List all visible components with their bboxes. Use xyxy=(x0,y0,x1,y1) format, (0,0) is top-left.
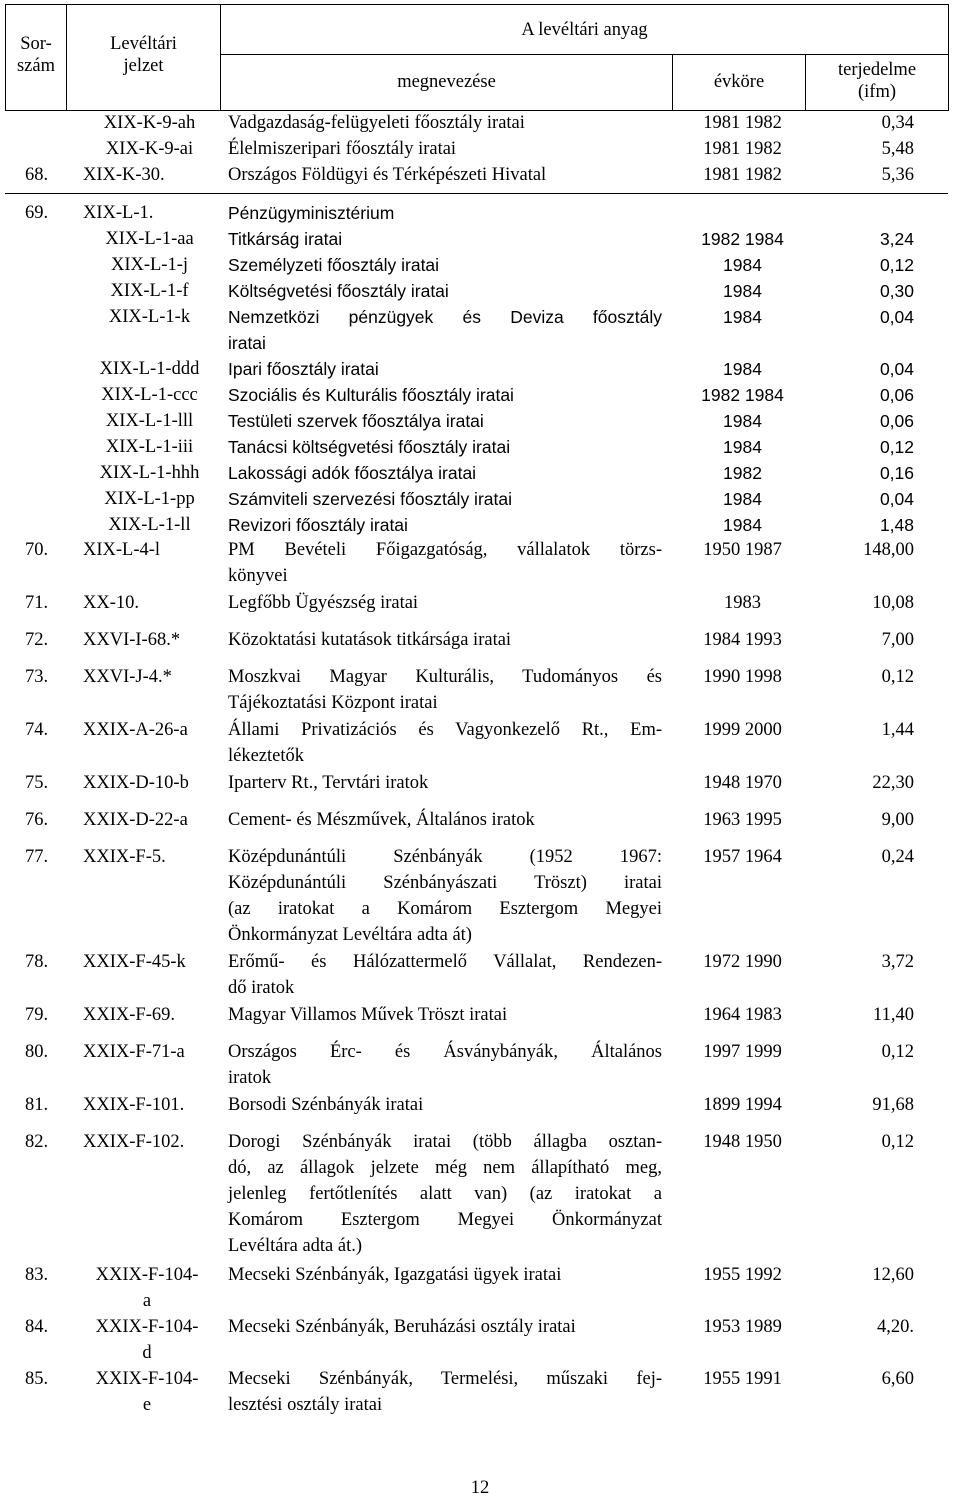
row-code: XIX-L-1-ccc xyxy=(101,385,198,405)
row-number: 82. xyxy=(25,1132,49,1152)
row-name-line: Komárom Esztergom Megyei Önkormányzat xyxy=(228,1210,662,1230)
row-years: 1948 1950 xyxy=(703,1132,782,1152)
row-size: 9,00 xyxy=(881,810,914,830)
row-name: Lakossági adók főosztálya iratai xyxy=(228,463,477,483)
row-size: 0,12 xyxy=(879,437,914,457)
row-code: XIX-L-1-pp xyxy=(104,489,195,509)
row-name-line: lesztési osztály iratai xyxy=(228,1395,383,1415)
row-number: 77. xyxy=(25,847,49,867)
row-size: 0,04 xyxy=(879,489,914,509)
row-years: 1984 xyxy=(723,515,762,535)
row-size: 0,30 xyxy=(879,281,914,301)
row-years: 1957 1964 xyxy=(703,847,782,867)
row-name-line: Mecseki Szénbányák, Igazgatási ügyek iratai xyxy=(228,1265,562,1285)
row-name-line: PM Bevételi Főigazgatóság, vállalatok törzs- xyxy=(228,540,662,560)
row-code-line: XXIX-F-104- xyxy=(95,1317,199,1337)
header-col-size: terjedelme (ifm) xyxy=(806,55,949,111)
row-size: 0,04 xyxy=(879,359,914,379)
row-years: 1984 xyxy=(723,281,762,301)
row-name xyxy=(228,1129,662,1259)
row-name xyxy=(228,1039,662,1091)
row-number: 70. xyxy=(25,540,49,560)
row-name: Ipari főosztály iratai xyxy=(228,359,379,379)
row-size: 10,08 xyxy=(872,593,914,613)
row-years: 1984 xyxy=(723,411,762,431)
row-name xyxy=(228,664,662,716)
row-name-line: Levéltára adta át.) xyxy=(228,1236,363,1256)
row-number: 81. xyxy=(25,1095,49,1115)
row-years: 1963 1995 xyxy=(703,810,782,830)
row-size: 148,00 xyxy=(863,540,914,560)
row-years: 1982 xyxy=(723,463,762,483)
row-code: XIX-L-1-aa xyxy=(105,229,194,249)
row-code: XIX-L-1-f xyxy=(110,281,189,301)
row-name xyxy=(228,304,662,356)
row-years: 1999 2000 xyxy=(703,720,782,740)
row-years: 1984 xyxy=(723,359,762,379)
row-years: 1984 1993 xyxy=(703,630,782,650)
header-col-group: A levéltári anyag xyxy=(221,5,949,55)
row-number: 76. xyxy=(25,810,49,830)
row-name: Revizori főosztály iratai xyxy=(228,515,408,535)
row-code: XXIX-A-26-a xyxy=(83,720,188,740)
row-size: 6,60 xyxy=(881,1369,914,1389)
row-number: 78. xyxy=(25,952,49,972)
row-code: XXIX-F-45-k xyxy=(83,952,186,972)
row-name xyxy=(228,1092,662,1118)
row-name: Testületi szervek főosztálya iratai xyxy=(228,411,484,431)
row-years: 1955 1992 xyxy=(703,1265,782,1285)
row-name xyxy=(228,1002,662,1028)
header-col-years: évköre xyxy=(673,55,806,111)
header-col-code: Levéltári jelzet xyxy=(67,5,221,111)
row-size: 12,60 xyxy=(872,1265,914,1285)
row-size: 0,06 xyxy=(879,411,914,431)
row-size: 0,12 xyxy=(881,1132,914,1152)
row-years: 1984 xyxy=(723,437,762,457)
row-years: 1964 1983 xyxy=(703,1005,782,1025)
row-code-line: e xyxy=(142,1395,152,1415)
page-number: 12 xyxy=(470,1478,490,1498)
row-name-line: jelenleg fertőtlenítés alatt van) (az iratokat a xyxy=(228,1184,662,1204)
row-name-line: Moszkvai Magyar Kulturális, Tudományos és xyxy=(228,667,662,687)
row-code: XXIX-D-10-b xyxy=(83,773,189,793)
row-name-line: Országos Érc- és Ásványbányák, Általános xyxy=(228,1042,662,1062)
row-size: 0,24 xyxy=(881,847,914,867)
row-number: 80. xyxy=(25,1042,49,1062)
row-code: XXIX-F-101. xyxy=(83,1095,185,1115)
row-size: 0,04 xyxy=(879,307,914,327)
row-name-line: Közoktatási kutatások titkársága iratai xyxy=(228,630,512,650)
row-code: XX-10. xyxy=(83,593,140,613)
row-years: 1899 1994 xyxy=(703,1095,782,1115)
row-code: XIX-L-4-l xyxy=(83,540,161,560)
row-years: 1997 1999 xyxy=(703,1042,782,1062)
row-years: 1982 1984 xyxy=(701,229,784,249)
row-size: 1,48 xyxy=(879,515,914,535)
row-size: 1,44 xyxy=(881,720,914,740)
row-years: 1984 xyxy=(723,307,762,327)
row-name-line: Mecseki Szénbányák, Termelési, műszaki fej- xyxy=(228,1369,662,1389)
row-years: 1948 1970 xyxy=(703,773,782,793)
row-name: Személyzeti főosztály iratai xyxy=(228,255,440,275)
row-number: 74. xyxy=(25,720,49,740)
row-size: 0,12 xyxy=(881,667,914,687)
row-code: XIX-L-1-k xyxy=(108,307,191,327)
row-years: 1955 1991 xyxy=(703,1369,782,1389)
row-number: 73. xyxy=(25,667,49,687)
row-years: 1984 xyxy=(723,255,762,275)
row-code-line: XXIX-F-104- xyxy=(95,1369,199,1389)
row-size: 11,40 xyxy=(873,1005,914,1025)
row-code: XIX-L-1-ddd xyxy=(99,359,200,379)
row-size: 3,72 xyxy=(881,952,914,972)
row-code: XXIX-F-69. xyxy=(83,1005,175,1025)
row-name-line: Önkormányzat Levéltára adta át) xyxy=(228,925,472,945)
row-years: 1983 xyxy=(724,593,761,613)
row-name-line: Cement- és Mészművek, Általános iratok xyxy=(228,810,535,830)
row-code: XXVI-J-4.* xyxy=(83,667,172,687)
row-name-line: dó, az állagok jelzete még nem állapítható meg, xyxy=(228,1158,662,1178)
row-code: XIX-L-1-lll xyxy=(105,411,194,431)
row-name-line: (az iratokat a Komárom Esztergom Megyei xyxy=(228,899,662,919)
row-years: 1982 1984 xyxy=(701,385,784,405)
row-name xyxy=(228,1314,662,1340)
row-name xyxy=(228,807,662,833)
row-number: 85. xyxy=(25,1369,49,1389)
row-name-line: Magyar Villamos Művek Tröszt iratai xyxy=(228,1005,508,1025)
row-name-line: lékeztetők xyxy=(228,746,305,766)
row-number: 83. xyxy=(25,1265,49,1285)
row-name-line: Dorogi Szénbányák iratai (több állagba osztan- xyxy=(228,1132,662,1152)
row-code: XXVI-I-68.* xyxy=(83,630,181,650)
row-size: 4,20. xyxy=(877,1317,914,1337)
row-size: 0,16 xyxy=(879,463,914,483)
row-name-line: Borsodi Szénbányák iratai xyxy=(228,1095,424,1115)
row-years: 1984 xyxy=(723,489,762,509)
row-size: 7,00 xyxy=(881,630,914,650)
row-code xyxy=(83,1314,211,1366)
row-size: 0,06 xyxy=(879,385,914,405)
row-number: 72. xyxy=(25,630,49,650)
row-name: Számviteli szervezési főosztály iratai xyxy=(228,489,512,509)
row-size: 0,12 xyxy=(881,1042,914,1062)
row-code-line: XXIX-F-104- xyxy=(95,1265,199,1285)
row-size: 3,24 xyxy=(879,229,914,249)
row-code-line: d xyxy=(142,1343,152,1363)
row-name-line: Nemzetközi pénzügyek és Deviza főosztály xyxy=(228,307,662,327)
row-name xyxy=(228,627,662,653)
row-name xyxy=(228,537,662,589)
row-code xyxy=(83,1262,211,1314)
row-name-line: Iparterv Rt., Tervtári iratok xyxy=(228,773,429,793)
row-years: 1972 1990 xyxy=(703,952,782,972)
document-page: Sor- szám Levéltári jelzet A levéltári anyag megnevezése évköre terjedelme (ifm) XIX-K-9-ah Vadgazdaság-felügyeleti főosztály iratai 1981 1982 0,34 XIX-K-9-ai Élelmiszeripari főosztály iratai 1981 1982 5,48 68. XIX-K-30. Országos Földügyi és Térképészeti Hivatal 1981 1982 5,36 69. XIX-L-1. Pénzügyminisztérium XIX-L-1-aa Titkárság iratai 1982 1984 3,24 XIX-L-1-j Személyzeti főosztály iratai 1984 0,12 XIX-L-1-f Költségvetési főosztály iratai 1984 0,30 XIX-L-1-k Nemzetközi pénzügyek és Deviza főosztály iratai 1984 0,04 XIX-L-1-ddd Ipari főosztály iratai 1984 0,04 XIX-L-1-ccc Szociális és Kulturális főosztály iratai 1982 1984 0,06 XIX-L-1-lll Testületi szervek főosztálya iratai 1984 0,06 XIX-L-1-iii Tanácsi költségvetési főosztály iratai 1984 0,12 XIX-L-1-hhh Lakossági adók főosztálya iratai 1982 0,16 XIX-L-1-pp Számviteli szervezési főosztály iratai 1984 0,04 XIX-L-1-ll Revizori főosztály iratai 1984 1,48 70. XIX-L-4-l PM Bevételi Főigazgatóság, vállalatok törzs- könyvei 1950 1987 148,00 71. XX-10. Legfőbb Ügyészség iratai 1983 10,08 72. XXVI-I-68.* Közoktatási kutatások titkársága iratai 1984 1993 7,00 73. XXVI-J-4.* Moszkvai Magyar Kulturális, Tudományos és Tájékoztatási Központ iratai 1990 1998 0,12 74. XXIX-A-26-a Állami Privatizációs és Vagyonkezelő Rt., Em- lékeztetők 1999 2000 1,44 75. XXIX-D-10-b Iparterv Rt., Tervtári iratok 1948 1970 22,30 76. XXIX-D-22-a Cement- és Mészművek, Általános iratok 1963 1995 9,00 77. XXIX-F-5. Középdunántúli Szénbányák (1952 1967: Középdunántúli Szénbányászati Tröszt) iratai (az iratokat a Komárom Esztergom Megyei Önkormányzat Levéltára adta át) 1957 1964 0,24 78. XXIX-F-45-k Erőmű- és Hálózattermelő Vállalat, Rendezen- dő iratok 1972 1990 3,72 79. XXIX-F-69. Magyar Villamos Művek Tröszt iratai 1964 1983 11,40 80. XXIX-F-71-a Országos Érc- és Ásványbányák, Általános iratok 1997 1999 0,12 81. XXIX-F-101. Borsodi Szénbányák iratai 1899 1994 91,68 82. XXIX-F-102. Dorogi Szénbányák iratai (több állagba osztan- dó, az állagok jelzete még nem állapítható meg, jelenleg fertőtlenítés alatt van) (az iratokat a Komárom Esztergom Megyei Önkormányzat Levéltára adta át.) 1948 1950 0,12 83. XXIX-F-104- a Mecseki Szénbányák, Igazgatási ügyek iratai 1955 1992 12,60 84. XXIX-F-104- d Mecseki Szénbányák, Beruházási osztály iratai 1953 1989 4,20. 85. XXIX-F-104- e Mecseki Szénbányák, Termelési, műszaki fej- lesztési osztály iratai 1955 1991 6,60 12 xyxy=(0,0,960,1501)
row-code: XXIX-D-22-a xyxy=(83,810,188,830)
header-col-name: megnevezése xyxy=(221,55,673,111)
row-code: XIX-L-1-hhh xyxy=(99,463,200,483)
row-code: XIX-L-1-iii xyxy=(105,437,194,457)
row-number: 71. xyxy=(25,593,49,613)
row-code: XXIX-F-102. xyxy=(83,1132,185,1152)
row-name-line: Legfőbb Ügyészség iratai xyxy=(228,593,419,613)
row-name-line: Középdunántúli Szénbányák (1952 1967: xyxy=(228,847,662,867)
row-name-line: Tájékoztatási Központ iratai xyxy=(228,693,438,713)
row-name: Tanácsi költségvetési főosztály iratai xyxy=(228,437,511,457)
row-name xyxy=(228,590,662,616)
row-name xyxy=(228,1366,662,1418)
row-divider xyxy=(5,193,948,194)
row-years: 1953 1989 xyxy=(703,1317,782,1337)
table-header xyxy=(5,4,949,111)
row-code: XXIX-F-5. xyxy=(83,847,166,867)
row-name xyxy=(228,949,662,1001)
header-col-number: Sor- szám xyxy=(6,5,67,111)
row-name: Titkárság iratai xyxy=(228,229,343,249)
row-number: 79. xyxy=(25,1005,49,1025)
row-name-line: Állami Privatizációs és Vagyonkezelő Rt., Em- xyxy=(228,720,662,740)
row-name-line: iratai xyxy=(228,333,266,353)
row-name-line: Középdunántúli Szénbányászati Tröszt) iratai xyxy=(228,873,662,893)
row-name-line: könyvei xyxy=(228,566,288,586)
row-code: XIX-L-1-ll xyxy=(108,515,191,535)
row-years: 1950 1987 xyxy=(703,540,782,560)
row-name xyxy=(228,770,662,796)
row-name: Költségvetési főosztály iratai xyxy=(228,281,449,301)
row-name xyxy=(228,1262,662,1288)
row-code-line: a xyxy=(142,1291,152,1311)
row-name-line: Erőmű- és Hálózattermelő Vállalat, Rendezen- xyxy=(228,952,662,972)
row-name: Szociális és Kulturális főosztály iratai xyxy=(228,385,514,405)
row-name xyxy=(228,844,662,948)
row-code: XXIX-F-71-a xyxy=(83,1042,185,1062)
row-size: 0,12 xyxy=(879,255,914,275)
row-name-line: iratok xyxy=(228,1068,272,1088)
row-size: 91,68 xyxy=(872,1095,914,1115)
row-name-line: dő iratok xyxy=(228,978,295,998)
row-years: 1990 1998 xyxy=(703,667,782,687)
row-name-line: Mecseki Szénbányák, Beruházási osztály iratai xyxy=(228,1317,576,1337)
row-name xyxy=(228,717,662,769)
row-size: 22,30 xyxy=(872,773,914,793)
row-number: 75. xyxy=(25,773,49,793)
row-code: XIX-L-1-j xyxy=(110,255,189,275)
row-code xyxy=(83,1366,211,1418)
row-number: 84. xyxy=(25,1317,49,1337)
